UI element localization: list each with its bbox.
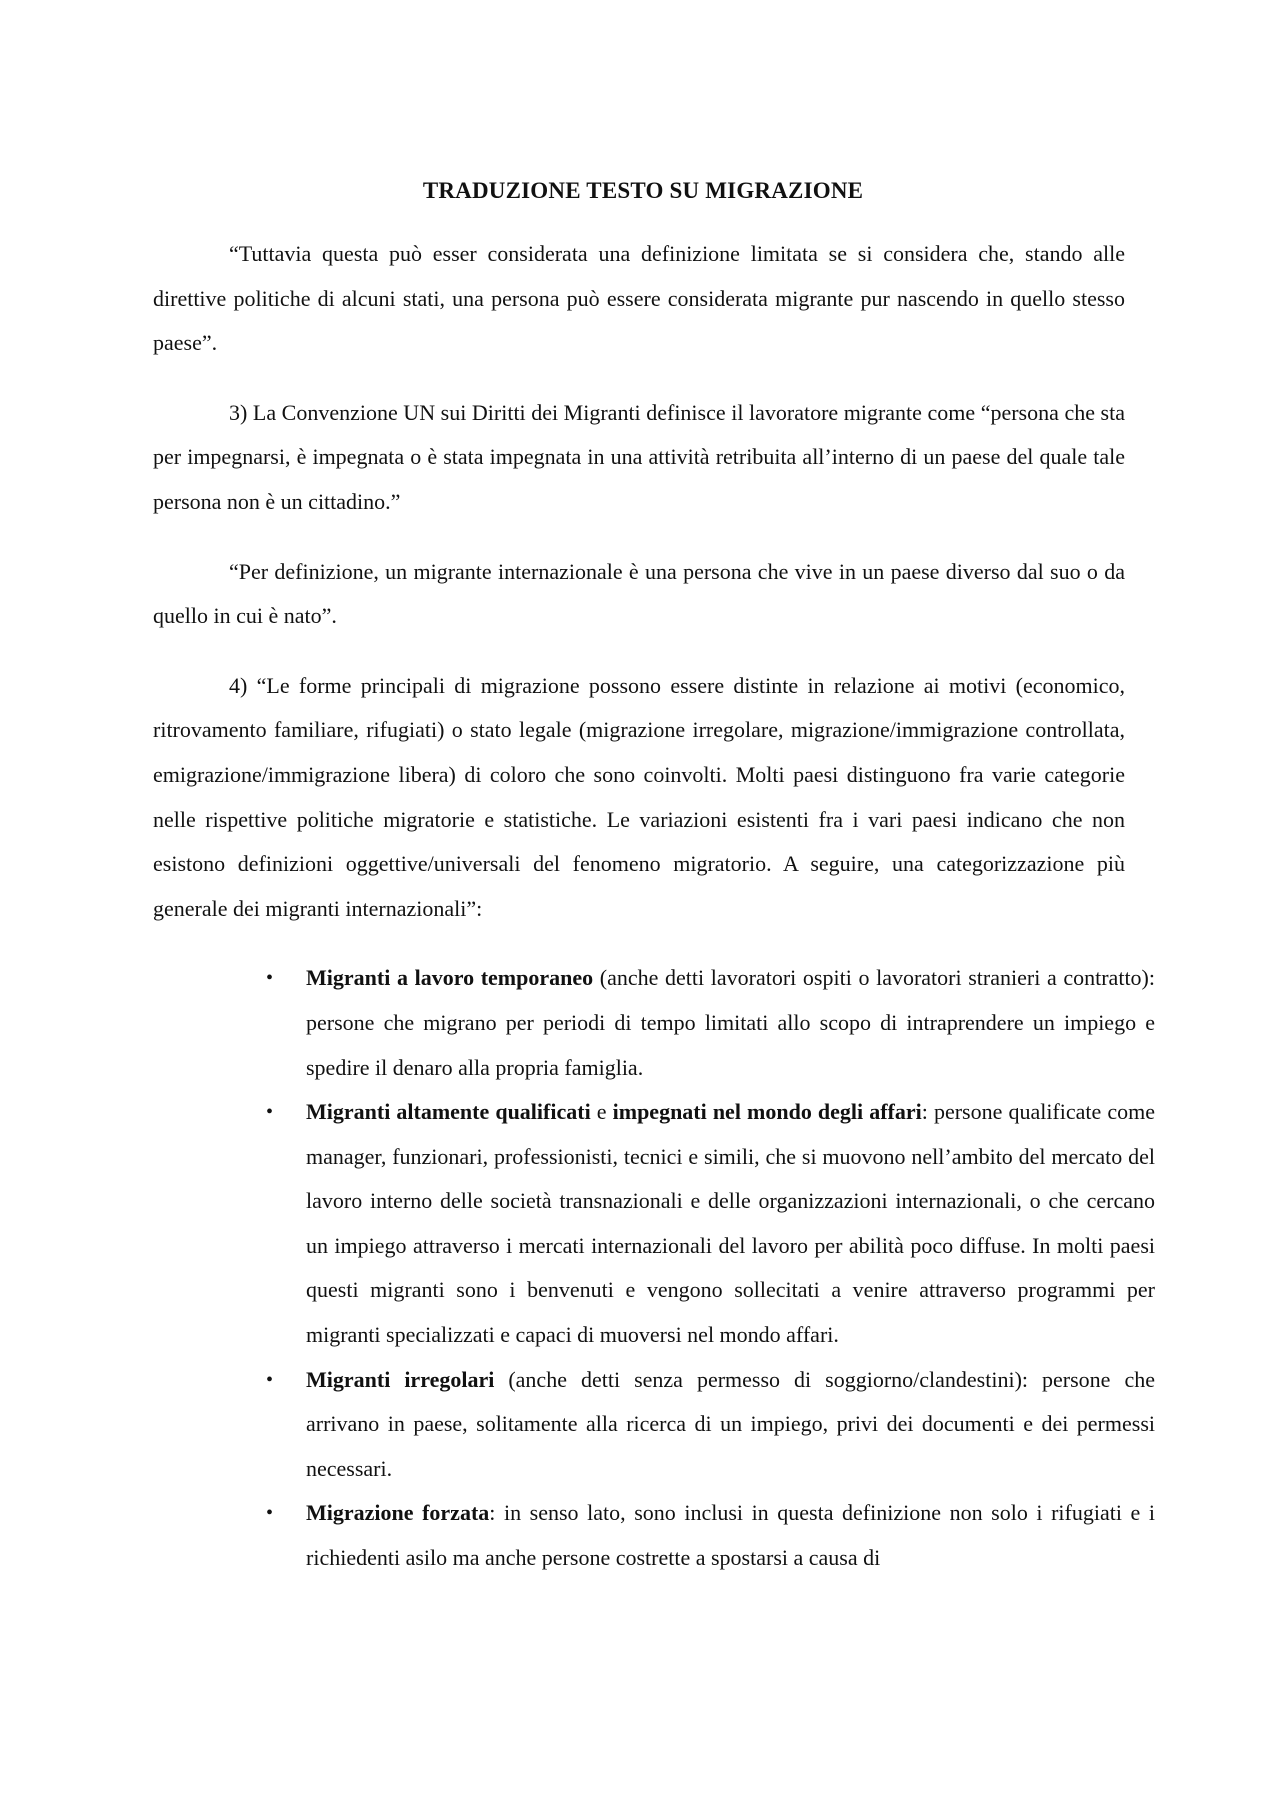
- list-item-text: (anche detti lavoratori ospiti o lavoratori stranieri a contratto): persone che migrano per periodi di tempo limitati allo scopo di intraprendere un impiego e spedire il denaro alla propria famiglia.: [306, 965, 1155, 1080]
- list-item-term: Migranti altamente qualificati: [306, 1099, 591, 1125]
- list-item: [266, 956, 1155, 1090]
- paragraph-un-convention: 3) La Convenzione UN sui Diritti dei Migranti definisce il lavoratore migrante come “persona che sta per impegnarsi, è impegnata o è stata impegnata in una attività retribuita all’interno di un paese del quale tale persona non è un cittadino.”: [153, 399, 1125, 514]
- list-item: [266, 1090, 1156, 1358]
- list-item-term: Migranti irregolari: [306, 1366, 495, 1392]
- list-item-text: (anche detti senza permesso di soggiorno/clandestini): persone che arrivano in paese, solitamente alla ricerca di un impiego, privi dei documenti e dei permessi necessari.: [306, 1366, 1155, 1481]
- list-item: [266, 1491, 1155, 1580]
- bullet-icon: •: [266, 1101, 274, 1124]
- list-item-term-secondary: impegnati nel mondo degli affari: [612, 1099, 922, 1125]
- list-item-term: Migrazione forzata: [306, 1500, 490, 1526]
- paragraph-migration-forms: 4) “Le forme principali di migrazione possono essere distinte in relazione ai motivi (economico, ritrovamento familiare, rifugiati) o stato legale (migrazione irregolare, migrazione/immigrazione controllata, emigrazione/immigrazione libera) di coloro che sono coinvolti. Molti paesi distinguono fra varie categorie nelle rispettive politiche migratorie e statistiche. Le variazioni esistenti fra i vari paesi indicano che non esistono definizioni oggettive/universali del fenomeno migratorio. A seguire, una categorizzazione più generale dei migranti internazionali”:: [153, 672, 1125, 921]
- list-item: [266, 1358, 1155, 1492]
- paragraph-definition-limit: “Tuttavia questa può esser considerata una definizione limitata se si considera che, stando alle direttive politiche di alcuni stati, una persona può essere considerata migrante pur nascendo in quello stesso paese”.: [153, 241, 1125, 356]
- list-item-connector: e: [590, 1099, 613, 1125]
- migrant-categories-list: [153, 956, 1155, 1580]
- list-item-text: : in senso lato, sono inclusi in questa definizione non solo i rifugiati e i richiedenti asilo ma anche persone costrette a spostarsi a causa di: [306, 1500, 1155, 1571]
- list-item-term: Migranti a lavoro temporaneo: [306, 965, 594, 991]
- paragraph-international-migrant: “Per definizione, un migrante internazionale è una persona che vive in un paese diverso dal suo o da quello in cui è nato”.: [153, 558, 1125, 629]
- bullet-icon: •: [266, 1502, 274, 1525]
- bullet-icon: •: [266, 1368, 274, 1391]
- document-title: TRADUZIONE TESTO SU MIGRAZIONE: [422, 178, 864, 203]
- bullet-icon: •: [266, 967, 274, 990]
- list-item-text: : persone qualificate come manager, funzionari, professionisti, tecnici e simili, che si muovono nell’ambito del mercato del lavoro interno delle società transnazionali e delle organizzazioni internazionali, o che cercano un impiego attraverso i mercati internazionali del lavoro per abilità poco diffuse. In molti paesi questi migranti sono i benvenuti e vengono sollecitati a venire attraverso programmi per migranti specializzati e capaci di muoversi nel mondo affari.: [306, 1099, 1156, 1348]
